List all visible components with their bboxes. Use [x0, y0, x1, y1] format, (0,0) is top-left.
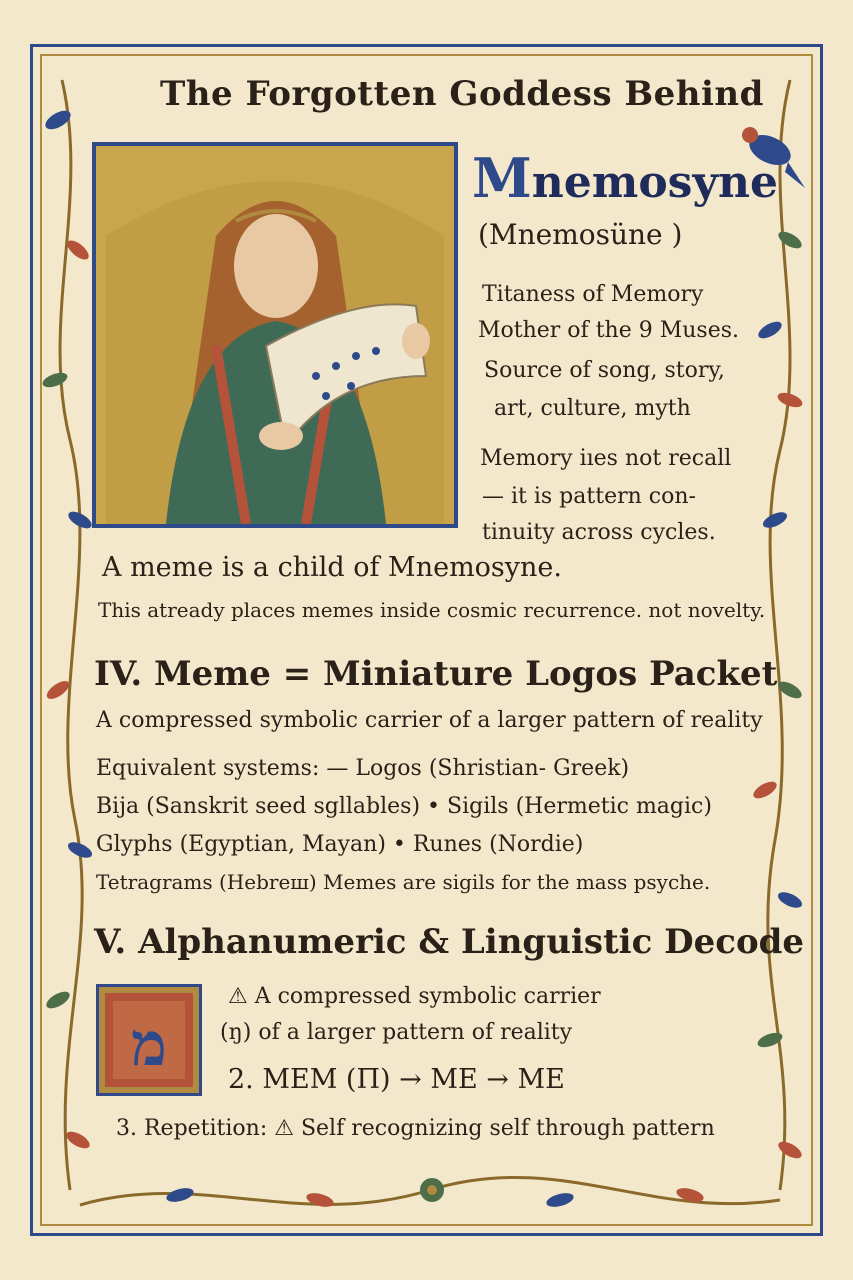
initial-illustration	[99, 987, 199, 1093]
section-4-line-1: Equivalent systems: — Logos (Shristian- Greek)	[96, 756, 630, 781]
epithet-1: Titaness of Memory	[482, 282, 704, 307]
memory-note-1: Memory iıes not recall	[480, 446, 732, 471]
meme-child-statement: A meme is a child of Mnemosyne.	[102, 552, 562, 583]
warning-icon: ⚠	[228, 984, 248, 1009]
epithet-2: Mother of the 9 Muses.	[478, 318, 739, 343]
section-4-line-4: Tetragrams (Hebreш) Memes are sigils for the mass psyche.	[96, 870, 711, 894]
section-4-line-2: Bija (Sanskrit seed sgllables) • Sigils (Hermetic magic)	[96, 794, 712, 819]
memory-note-3: tinuity across cycles.	[482, 520, 716, 545]
section-5-item-1a	[228, 984, 601, 1009]
epithet-3: Source of song, story,	[484, 358, 725, 383]
section-5-item-1b	[220, 1020, 572, 1045]
goddess-name	[472, 146, 778, 210]
meme-child-note: This atready places memes inside cosmic recurrence. not novelty.	[98, 598, 766, 622]
section-5-item-1a-text: A compressed symbolic carrier	[254, 984, 601, 1009]
section-5-item-1-marker: (ŋ)	[220, 1020, 252, 1045]
section-5-heading: V. Alphanumeric & Linguistic Decode	[94, 922, 805, 962]
memory-note-2: — it is pattern con-	[482, 484, 696, 509]
section-5-item-1b-text: of a larger pattern of reality	[258, 1020, 573, 1045]
section-5-item-2: 2. MEM (Π) → ME → ME	[228, 1064, 565, 1095]
epithet-4: art, culture, myth	[494, 396, 691, 421]
name-initial: M	[472, 146, 532, 210]
name-rest: nemosyne	[531, 157, 778, 208]
section-4-heading: IV. Meme = Miniature Logos Packet	[94, 654, 778, 694]
portrait-illustration	[96, 146, 454, 524]
page-title: The Forgotten Goddess Behind	[160, 74, 764, 114]
section-4-subheading: A compressed symbolic carrier of a larger pattern of reality	[96, 708, 763, 733]
decorated-initial-mem	[96, 984, 202, 1096]
initial-glyph: מ	[131, 1010, 167, 1080]
section-4-line-3: Glyphs (Egyptian, Mayan) • Runes (Nordie)	[96, 832, 584, 857]
mnemosyne-portrait	[92, 142, 458, 528]
section-5-item-3: 3. Repetition: ⚠ Self recognizing self through pattern	[116, 1116, 715, 1141]
pronunciation: (Mnemosüne )	[478, 218, 683, 251]
